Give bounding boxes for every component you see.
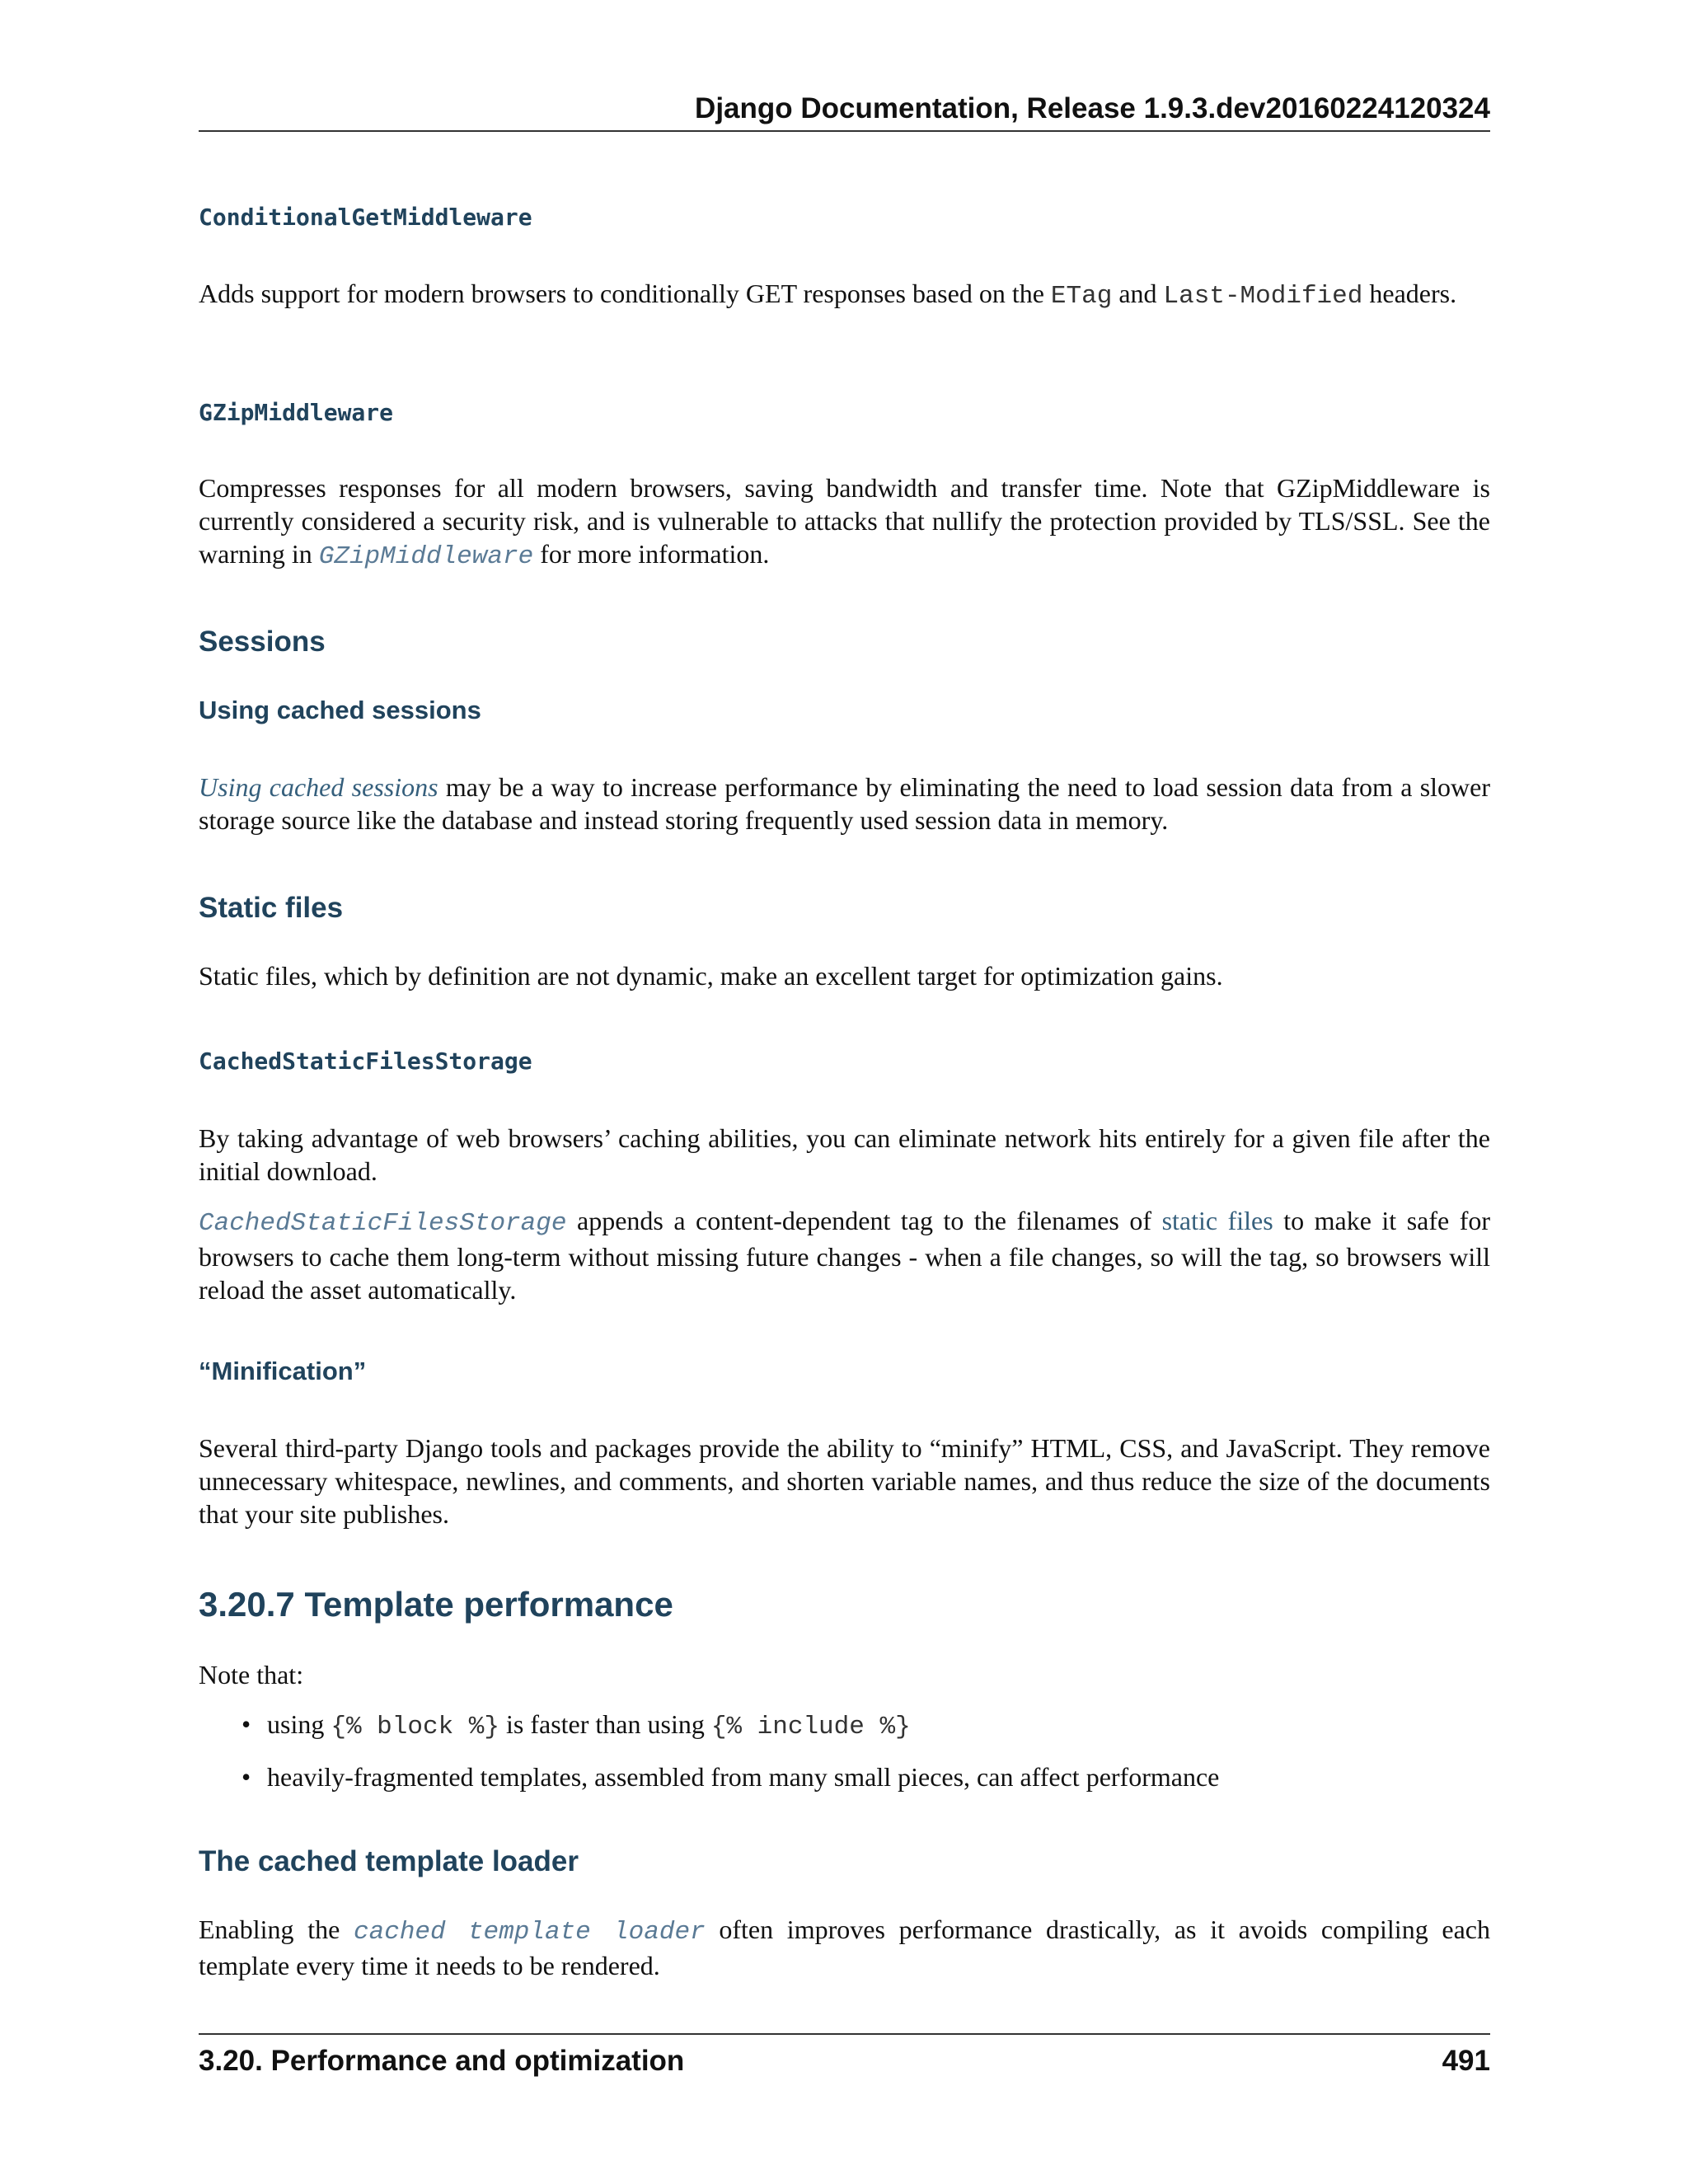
- template-performance-heading: 3.20.7 Template performance: [199, 1585, 673, 1624]
- cached-template-loader-link[interactable]: cached template loader: [354, 1918, 706, 1947]
- cached-sessions-link[interactable]: Using cached sessions: [199, 772, 438, 802]
- conditional-get-heading: ConditionalGetMiddleware: [199, 204, 532, 231]
- cached-loader-paragraph: Enabling the cached template loader often improves performance drastically, as it avoids compiling each template every time it needs to be rendered.: [199, 1915, 1490, 1980]
- running-footer: [199, 2033, 1490, 2078]
- include-tag-code: {% include %}: [710, 1713, 911, 1741]
- template-note: Note that:: [199, 1660, 304, 1690]
- cached-static-paragraph-1: By taking advantage of web browsers’ caching abilities, you can eliminate network hits entirely for a given file after the initial download.: [199, 1123, 1490, 1186]
- list-item: • using {% block %} is faster than using {% include %}: [241, 1709, 911, 1741]
- sessions-heading: Sessions: [199, 626, 326, 658]
- gzip-heading: GZipMiddleware: [199, 399, 394, 426]
- conditional-get-paragraph: Adds support for modern browsers to conditionally GET responses based on the ETag and Last-Modified headers.: [199, 279, 1457, 311]
- running-header: Django Documentation, Release 1.9.3.dev20160224120324: [199, 92, 1490, 132]
- cached-sessions-paragraph: Using cached sessions may be a way to increase performance by eliminating the need to load session data from a slower storage source like the database and instead storing frequently used session data in memory.: [199, 772, 1491, 835]
- cached-static-paragraph-2: CachedStaticFilesStorage appends a content-dependent tag to the filenames of static files to make it safe for browsers to cache them long-term without missing future changes - when a file changes, so will the tag, so browsers will reload the asset automatically.: [199, 1206, 1491, 1305]
- static-files-link[interactable]: static files: [1161, 1206, 1273, 1235]
- static-files-paragraph: Static files, which by definition are not dynamic, make an excellent target for optimization gains.: [199, 961, 1223, 991]
- gzip-paragraph: Compresses responses for all modern browsers, saving bandwidth and transfer time. Note that GZipMiddleware is currently considered a security risk, and is vulnerable to attacks that nullify the protection provided by TLS/SSL. See the warning in GZipMiddleware for more information.: [199, 473, 1490, 571]
- cached-loader-heading: The cached template loader: [199, 1845, 579, 1877]
- template-bullet-list: [199, 1708, 1490, 1810]
- cached-sessions-heading: Using cached sessions: [199, 696, 481, 724]
- cached-static-storage-link[interactable]: CachedStaticFilesStorage: [199, 1209, 567, 1238]
- footer-section-title: 3.20. Performance and optimization: [199, 2045, 685, 2077]
- list-item: • heavily-fragmented templates, assembled from many small pieces, can affect performance: [241, 1762, 1220, 1792]
- cached-static-heading: CachedStaticFilesStorage: [199, 1047, 532, 1075]
- last-modified-code: Last-Modified: [1163, 282, 1363, 311]
- static-files-heading: Static files: [199, 892, 344, 924]
- etag-code: ETag: [1050, 282, 1113, 311]
- minification-paragraph: Several third-party Django tools and packages provide the ability to “minify” HTML, CSS, and JavaScript. They remove unnecessary whitespace, newlines, and comments, and shorten variable names, and thus reduce the size of the documents that your site publishes.: [199, 1433, 1490, 1529]
- minification-heading: “Minification”: [199, 1357, 367, 1385]
- gzip-middleware-link[interactable]: GZipMiddleware: [318, 542, 534, 571]
- block-tag-code: {% block %}: [331, 1713, 499, 1741]
- page-number: 491: [1442, 2045, 1490, 2077]
